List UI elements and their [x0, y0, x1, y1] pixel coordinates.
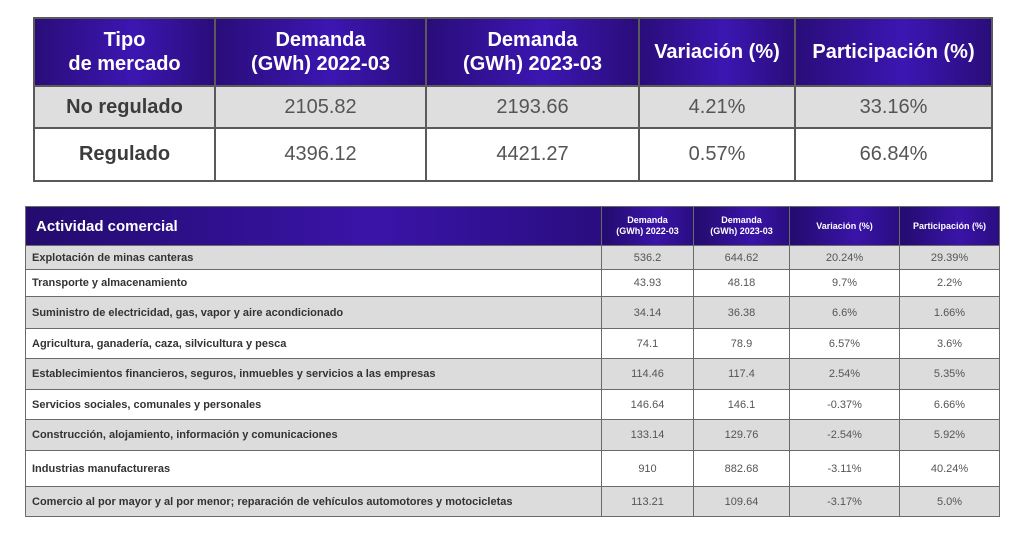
- cell-share: 1.66%: [900, 297, 1000, 329]
- cell-demand-2023: 48.18: [694, 270, 790, 297]
- row-label: Transporte y almacenamiento: [26, 270, 602, 297]
- cell-share: 5.92%: [900, 420, 1000, 451]
- cell-demand-2022: 43.93: [602, 270, 694, 297]
- cell-demand-2023: 78.9: [694, 329, 790, 359]
- cell-variation: 0.57%: [639, 128, 795, 181]
- row-label: Establecimientos financieros, seguros, inmuebles y servicios a las empresas: [26, 359, 602, 390]
- cell-demand-2022: 910: [602, 451, 694, 487]
- cell-demand-2022: 536.2: [602, 246, 694, 270]
- cell-share: 5.35%: [900, 359, 1000, 390]
- header-demand-2022: Demanda (GWh) 2022-03: [215, 18, 426, 86]
- cell-variation: -3.17%: [790, 487, 900, 517]
- cell-share: 33.16%: [795, 86, 992, 128]
- row-label: Industrias manufactureras: [26, 451, 602, 487]
- cell-demand-2023: 109.64: [694, 487, 790, 517]
- cell-demand-2022: 113.21: [602, 487, 694, 517]
- cell-variation: 6.57%: [790, 329, 900, 359]
- table-row: [26, 246, 1000, 270]
- cell-demand-2023: 36.38: [694, 297, 790, 329]
- table-row: [26, 270, 1000, 297]
- cell-share: 29.39%: [900, 246, 1000, 270]
- cell-demand-2022: 114.46: [602, 359, 694, 390]
- header-variation: Variación (%): [790, 207, 900, 246]
- commercial-activity-table: [25, 206, 1000, 517]
- header-variation: Variación (%): [639, 18, 795, 86]
- row-label: Explotación de minas canteras: [26, 246, 602, 270]
- table-row: [26, 420, 1000, 451]
- cell-variation: 4.21%: [639, 86, 795, 128]
- header-share: Participación (%): [795, 18, 992, 86]
- header-demand-2022: Demanda (GWh) 2022-03: [602, 207, 694, 246]
- cell-demand-2023: 4421.27: [426, 128, 639, 181]
- cell-demand-2022: 34.14: [602, 297, 694, 329]
- cell-share: 66.84%: [795, 128, 992, 181]
- cell-share: 6.66%: [900, 390, 1000, 420]
- header-demand-2023: Demanda (GWh) 2023-03: [694, 207, 790, 246]
- market-type-table: [33, 17, 993, 182]
- table-row: [34, 86, 992, 128]
- table-row: [26, 359, 1000, 390]
- row-label: Comercio al por mayor y al por menor; reparación de vehículos automotores y motocicletas: [26, 487, 602, 517]
- cell-share: 5.0%: [900, 487, 1000, 517]
- cell-demand-2023: 644.62: [694, 246, 790, 270]
- header-market-type: Tipo de mercado: [34, 18, 215, 86]
- table-row: [26, 487, 1000, 517]
- row-label: Regulado: [34, 128, 215, 181]
- row-label: Suministro de electricidad, gas, vapor y aire acondicionado: [26, 297, 602, 329]
- cell-variation: 9.7%: [790, 270, 900, 297]
- cell-demand-2023: 2193.66: [426, 86, 639, 128]
- cell-demand-2022: 4396.12: [215, 128, 426, 181]
- cell-demand-2022: 133.14: [602, 420, 694, 451]
- table-row: [34, 128, 992, 181]
- activity-header-row: [26, 207, 1000, 246]
- cell-variation: 20.24%: [790, 246, 900, 270]
- table-row: [26, 297, 1000, 329]
- cell-variation: 6.6%: [790, 297, 900, 329]
- cell-demand-2023: 129.76: [694, 420, 790, 451]
- cell-variation: -2.54%: [790, 420, 900, 451]
- cell-demand-2022: 74.1: [602, 329, 694, 359]
- header-share: Participación (%): [900, 207, 1000, 246]
- header-demand-2023: Demanda (GWh) 2023-03: [426, 18, 639, 86]
- cell-demand-2023: 882.68: [694, 451, 790, 487]
- cell-share: 40.24%: [900, 451, 1000, 487]
- table-row: [26, 451, 1000, 487]
- cell-share: 3.6%: [900, 329, 1000, 359]
- cell-demand-2023: 146.1: [694, 390, 790, 420]
- cell-variation: -3.11%: [790, 451, 900, 487]
- table-row: [26, 329, 1000, 359]
- row-label: Servicios sociales, comunales y personales: [26, 390, 602, 420]
- cell-demand-2023: 117.4: [694, 359, 790, 390]
- cell-variation: 2.54%: [790, 359, 900, 390]
- header-activity: Actividad comercial: [26, 207, 602, 246]
- table-row: [26, 390, 1000, 420]
- row-label: Construcción, alojamiento, información y comunicaciones: [26, 420, 602, 451]
- cell-variation: -0.37%: [790, 390, 900, 420]
- cell-demand-2022: 146.64: [602, 390, 694, 420]
- row-label: Agricultura, ganadería, caza, silvicultura y pesca: [26, 329, 602, 359]
- market-header-row: [34, 18, 992, 86]
- row-label: No regulado: [34, 86, 215, 128]
- cell-share: 2.2%: [900, 270, 1000, 297]
- cell-demand-2022: 2105.82: [215, 86, 426, 128]
